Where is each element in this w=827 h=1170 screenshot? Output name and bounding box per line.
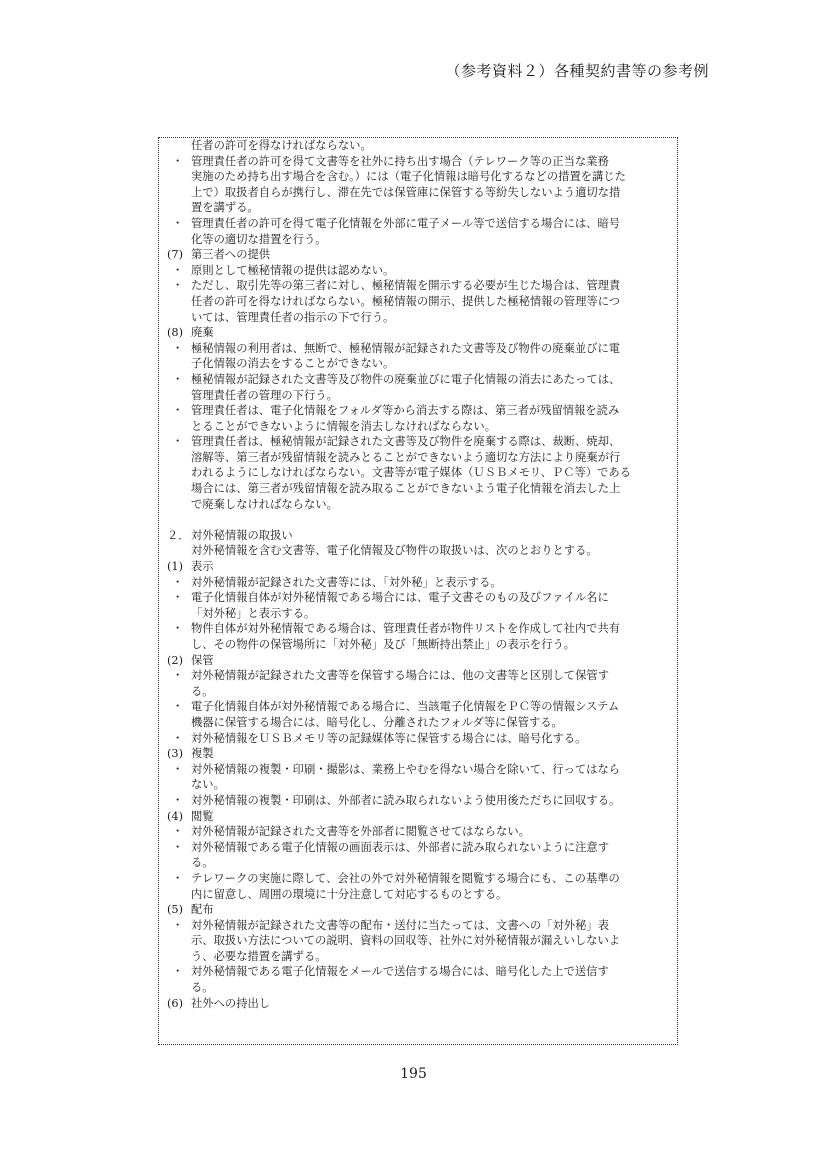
line-text: 管理責任者は、電子化情報をフォルダ等から消去する際は、第三者が残留情報を読み xyxy=(191,404,620,418)
text-line xyxy=(165,918,670,934)
document-box xyxy=(158,137,678,1045)
line-text: る。 xyxy=(191,684,214,698)
text-line xyxy=(165,590,670,606)
text-line xyxy=(165,731,670,747)
text-line xyxy=(165,575,670,591)
bullet: ・ xyxy=(172,263,184,277)
text-line xyxy=(165,996,670,1012)
line-text: 対外秘情報を含む文書等、電子化情報及び物件の取扱いは、次のとおりとする。 xyxy=(191,544,598,558)
section-number: ２． xyxy=(167,528,190,542)
text-line xyxy=(165,777,670,793)
line-text: 保管 xyxy=(191,653,214,667)
text-line xyxy=(165,887,670,903)
line-text: 電子化情報自体が対外秘情報である場合に、当該電子化情報をＰＣ等の情報システム xyxy=(191,700,620,714)
text-line xyxy=(165,699,670,715)
line-text: とることができないように情報を消去しなければならない。 xyxy=(191,419,497,433)
text-line xyxy=(165,481,670,497)
bullet: ・ xyxy=(172,216,184,230)
bullet: ・ xyxy=(172,965,184,979)
section-number: (3) xyxy=(167,747,184,761)
line-text: 管理責任者の管理の下行う。 xyxy=(191,388,338,402)
text-line xyxy=(165,933,670,949)
bullet: ・ xyxy=(172,700,184,714)
line-text: る。 xyxy=(191,856,214,870)
bullet: ・ xyxy=(172,435,184,449)
line-text: いては、管理責任者の指示の下で行う。 xyxy=(191,310,395,324)
text-line xyxy=(165,278,670,294)
text-line xyxy=(165,621,670,637)
section-number: (2) xyxy=(167,653,184,667)
line-text: 対外秘情報が記録された文書等には、「対外秘」と表示する。 xyxy=(191,575,502,589)
text-line xyxy=(165,543,670,559)
page-number: 195 xyxy=(400,1066,427,1082)
line-text: 対外秘情報をＵＳＢメモリ等の記録媒体等に保管する場合には、暗号化する。 xyxy=(191,731,587,745)
line-text: 示、取扱い方法についての説明、資料の回収等、社外に対外秘情報が漏えいしないよ xyxy=(191,934,621,948)
text-line xyxy=(165,855,670,871)
bullet: ・ xyxy=(172,840,184,854)
line-text: 電子化情報自体が対外秘情報である場合には、電子文書そのもの及びファイル名に xyxy=(191,591,609,605)
line-text: 対外秘情報の取扱い xyxy=(191,528,293,542)
text-line xyxy=(165,419,670,435)
line-text: 場合には、第三者が残留情報を読み取ることができないよう電子化情報を消去した上 xyxy=(191,482,621,496)
text-line xyxy=(165,403,670,419)
bullet: ・ xyxy=(172,154,184,168)
line-text: 化等の適切な措置を行う。 xyxy=(191,232,327,246)
bullet: ・ xyxy=(172,341,184,355)
line-text: テレワークの実施に際して、会社の外で対外秘情報を閲覧する場合にも、この基準の xyxy=(191,871,620,885)
text-line xyxy=(165,809,670,825)
line-text: 極秘情報の利用者は、無断で、極秘情報が記録された文書等及び物件の廃棄並びに電 xyxy=(191,341,621,355)
text-line xyxy=(165,684,670,700)
bullet: ・ xyxy=(172,279,184,293)
line-text: で廃棄しなければならない。 xyxy=(191,497,338,511)
line-text: 管理責任者の許可を得て文書等を社外に持ち出す場合（テレワーク等の正当な業務 xyxy=(191,154,609,168)
text-line xyxy=(165,964,670,980)
line-text: 対外秘情報である電子化情報の画面表示は、外部者に読み取られないように注意す xyxy=(191,840,609,854)
line-text: 子化情報の消去をすることができない。 xyxy=(191,357,395,371)
text-line xyxy=(165,169,670,185)
text-line xyxy=(165,715,670,731)
text-line xyxy=(165,824,670,840)
bullet: ・ xyxy=(172,762,184,776)
line-text: 表示 xyxy=(191,560,214,574)
text-line xyxy=(165,980,670,996)
section-number: (1) xyxy=(167,560,184,574)
text-line xyxy=(165,450,670,466)
line-text: 対外秘情報が記録された文書等を外部者に閲覧させてはならない。 xyxy=(191,825,530,839)
line-text: 対外秘情報の複製・印刷は、外部者に読み取られないよう使用後ただちに回収する。 xyxy=(191,793,621,807)
text-line xyxy=(165,793,670,809)
text-line xyxy=(165,310,670,326)
bullet: ・ xyxy=(172,731,184,745)
text-line xyxy=(165,216,670,232)
bullet: ・ xyxy=(172,825,184,839)
text-line xyxy=(165,762,670,778)
line-text: う、必要な措置を講ずる。 xyxy=(191,949,327,963)
line-text: 極秘情報が記録された文書等及び物件の廃棄並びに電子化情報の消去にあたっては、 xyxy=(191,372,621,386)
line-text: 任者の許可を得なければならない。 xyxy=(191,139,372,152)
line-text: ただし、取引先等の第三者に対し、極秘情報を開示する必要が生じた場合は、管理責 xyxy=(191,279,621,293)
line-text: 管理責任者の許可を得て電子化情報を外部に電子メール等で送信する場合には、暗号 xyxy=(191,216,621,230)
section-number: (6) xyxy=(167,996,184,1010)
line-text: 第三者への提供 xyxy=(191,248,271,262)
text-line xyxy=(165,668,670,684)
bullet: ・ xyxy=(172,622,184,636)
line-text: われるようにしなければならない。文書等が電子媒体（ＵＳＢメモリ、ＰＣ等）である xyxy=(191,466,632,480)
text-line xyxy=(165,263,670,279)
text-line xyxy=(165,653,670,669)
text-line xyxy=(165,497,670,513)
text-line xyxy=(165,528,670,544)
text-line xyxy=(165,341,670,357)
line-text: 閲覧 xyxy=(191,809,214,823)
line-text: 複製 xyxy=(191,747,214,761)
line-text: 社外への持出し xyxy=(191,996,271,1010)
line-text: 実施のため持ち出す場合を含む。）には（電子化情報は暗号化するなどの措置を講じた xyxy=(191,170,626,184)
text-line xyxy=(165,185,670,201)
text-line xyxy=(165,247,670,263)
line-text: 置を講ずる。 xyxy=(191,201,259,215)
section-number: (4) xyxy=(167,809,184,823)
bullet: ・ xyxy=(172,871,184,885)
text-line xyxy=(165,559,670,575)
section-number: (5) xyxy=(167,903,184,917)
document-body xyxy=(165,138,670,1011)
text-line xyxy=(165,434,670,450)
page-header: （参考資料２）各種契約書等の参考例 xyxy=(445,62,709,80)
text-line xyxy=(165,746,670,762)
line-text: 任者の許可を得なければならない。極秘情報の開示、提供した極秘情報の管理等につ xyxy=(191,294,621,308)
text-line xyxy=(165,138,670,154)
line-text: る。 xyxy=(191,981,214,995)
text-line xyxy=(165,356,670,372)
text-line xyxy=(165,606,670,622)
text-line xyxy=(165,232,670,248)
line-text: 溶解等、第三者が残留情報を読みとることができないよう適切な方法により廃棄が行 xyxy=(191,450,621,464)
line-text: 対外秘情報の複製・印刷・撮影は、業務上やむを得ない場合を除いて、行ってはなら xyxy=(191,762,621,776)
line-text: ない。 xyxy=(191,778,225,792)
line-text: 「対外秘」と表示する。 xyxy=(191,606,316,620)
line-text: 廃棄 xyxy=(191,326,214,340)
line-text: 対外秘情報が記録された文書等の配布・送付に当たっては、文書への「対外秘」表 xyxy=(191,918,609,932)
blank-line xyxy=(165,512,670,528)
bullet: ・ xyxy=(172,372,184,386)
bullet: ・ xyxy=(172,918,184,932)
text-line xyxy=(165,637,670,653)
text-line xyxy=(165,949,670,965)
text-line xyxy=(165,200,670,216)
text-line xyxy=(165,388,670,404)
bullet: ・ xyxy=(172,591,184,605)
section-number: (7) xyxy=(167,248,184,262)
line-text: 内に留意し、周囲の環境に十分注意して対応するものとする。 xyxy=(191,887,508,901)
line-text: 管理責任者は、極秘情報が記録された文書等及び物件を廃棄する際は、裁断、焼却、 xyxy=(191,435,621,449)
line-text: 上で）取扱者自らが携行し、滞在先では保管庫に保管する等紛失しないよう適切な措 xyxy=(191,185,621,199)
text-line xyxy=(165,465,670,481)
line-text: 機器に保管する場合には、暗号化し、分離されたフォルダ等に保管する。 xyxy=(191,715,563,729)
bullet: ・ xyxy=(172,575,184,589)
text-line xyxy=(165,372,670,388)
line-text: 物件自体が対外秘情報である場合は、管理責任者が物件リストを作成して社内で共有 xyxy=(191,622,621,636)
line-text: 配布 xyxy=(191,903,214,917)
line-text: し、その物件の保管場所に「対外秘」及び「無断持出禁止」の表示を行う。 xyxy=(191,638,576,651)
text-line xyxy=(165,871,670,887)
section-number: (8) xyxy=(167,326,184,340)
text-line xyxy=(165,325,670,341)
line-text: 対外秘情報である電子化情報をメールで送信する場合には、暗号化した上で送信す xyxy=(191,965,609,979)
text-line xyxy=(165,294,670,310)
line-text: 対外秘情報が記録された文書等を保管する場合には、他の文書等と区別して保管す xyxy=(191,669,609,683)
text-line xyxy=(165,154,670,170)
text-line xyxy=(165,902,670,918)
bullet: ・ xyxy=(172,669,184,683)
line-text: 原則として極秘情報の提供は認めない。 xyxy=(191,263,395,277)
bullet: ・ xyxy=(172,793,184,807)
text-line xyxy=(165,840,670,856)
bullet: ・ xyxy=(172,404,184,418)
